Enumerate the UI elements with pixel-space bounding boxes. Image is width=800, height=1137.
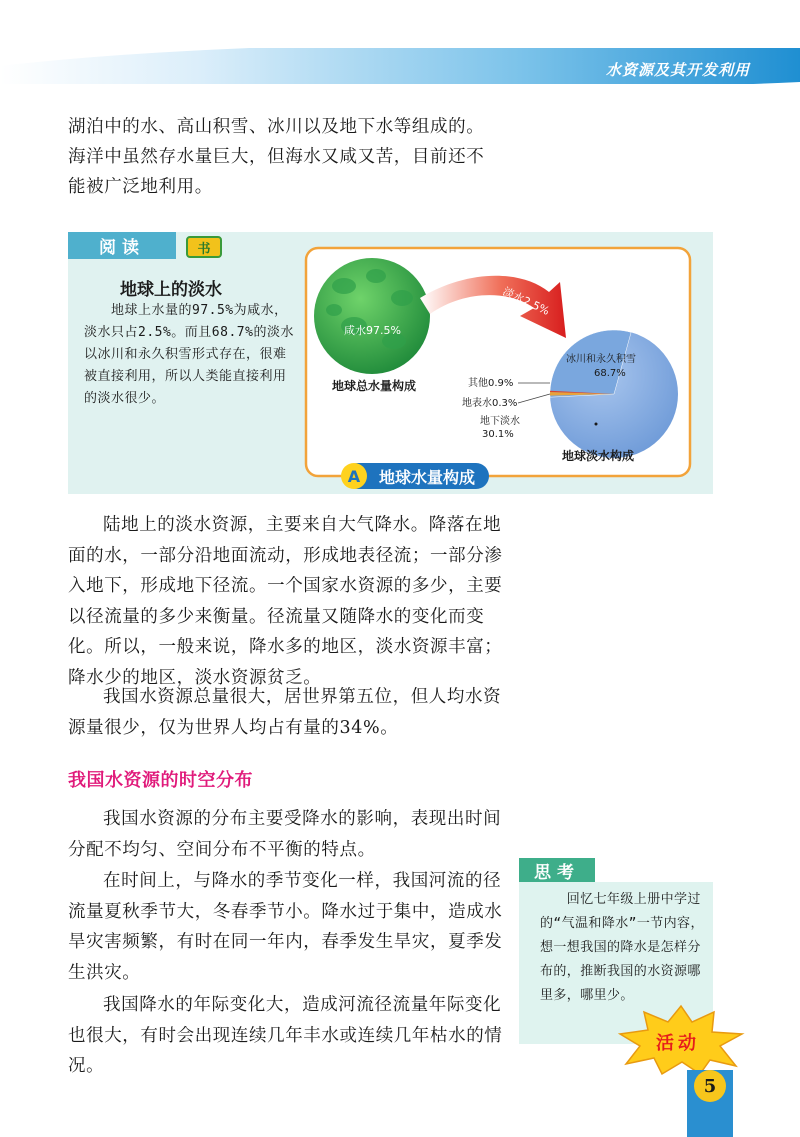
- glacier-label: 冰川和永久积雪: [566, 354, 636, 365]
- section-heading: 我国水资源的时空分布: [68, 770, 253, 791]
- intro-line: 湖泊中的水、高山积雪、冰川以及地下水等组成的。: [68, 117, 485, 137]
- glacier-value: 68.7%: [594, 368, 626, 379]
- saltwater-label: 咸水97.5%: [344, 324, 401, 337]
- reading-text: 地球上水量的97.5%为咸水，淡水只占2.5%。而且68.7%的淡水以冰川和永久积雪形式存在，很难被直接利用，所以人类能直接利用的淡水很少。: [84, 303, 294, 406]
- body-paragraph: 陆地上的淡水资源，主要来自大气降水。降落在地面的水，一部分沿地面流动，形成地表径流；一部分渗入地下，形成地下径流。一个国家水资源的多少，主要以径流量的多少来衡量。径流量又随降水的变化而变化。所以，一般来说，降水多的地区，淡水资源丰富；降水少的地区，淡水资源贫乏。: [68, 515, 503, 688]
- freshwater-arrow-label: 淡水2.5%: [500, 284, 552, 318]
- freshwater-caption: 地球淡水构成: [562, 449, 635, 463]
- total-water-caption: 地球总水量构成: [332, 379, 417, 393]
- reading-title: 地球上的淡水: [120, 280, 222, 300]
- section-paragraph: 在时间上，与降水的季节变化一样，我国河流的径流量夏秋季节大，冬春季节小。降水过于集中，造成水旱灾害频繁，有时在同一年内，春季发生旱灾，夏季发生洪灾。: [68, 871, 503, 983]
- water-composition-diagram: [304, 246, 692, 480]
- groundwater-label: 地下淡水: [480, 416, 520, 427]
- figure-letter: A: [341, 463, 367, 489]
- section-paragraph: 我国降水的年际变化大，造成河流径流量年际变化也很大，有时会出现连续几年丰水或连续几年枯水的情况。: [68, 995, 503, 1076]
- think-tab: 思考: [519, 858, 595, 882]
- reading-tab: 阅读: [68, 232, 176, 259]
- think-text: 回忆七年级上册中学过的“气温和降水”一节内容，想一想我国的降水是怎样分布的，推断我国的水资源哪里多，哪里少。: [540, 892, 704, 1003]
- book-icon: 书: [186, 236, 222, 258]
- groundwater-value: 30.1%: [482, 429, 514, 440]
- figure-caption: 地球水量构成: [345, 463, 489, 489]
- page-number: 5: [694, 1070, 726, 1102]
- chapter-title: 水资源及其开发利用: [605, 61, 750, 79]
- intro-line: 海洋中虽然存水量巨大，但海水又咸又苦，目前还不: [68, 147, 485, 167]
- surface-label: 地表水0.3%: [462, 398, 518, 409]
- section-paragraph: 我国水资源的分布主要受降水的影响，表现出时间分配不均匀、空间分布不平衡的特点。: [68, 809, 502, 860]
- activity-label: 活动: [656, 1033, 700, 1054]
- intro-line: 能被广泛地利用。: [68, 177, 213, 197]
- other-label: 其他0.9%: [468, 378, 514, 389]
- freshwater-pie: [550, 330, 678, 458]
- body-paragraph: 我国水资源总量很大，居世界第五位，但人均水资源量很少，仅为世界人均占有量的34%。: [68, 687, 502, 738]
